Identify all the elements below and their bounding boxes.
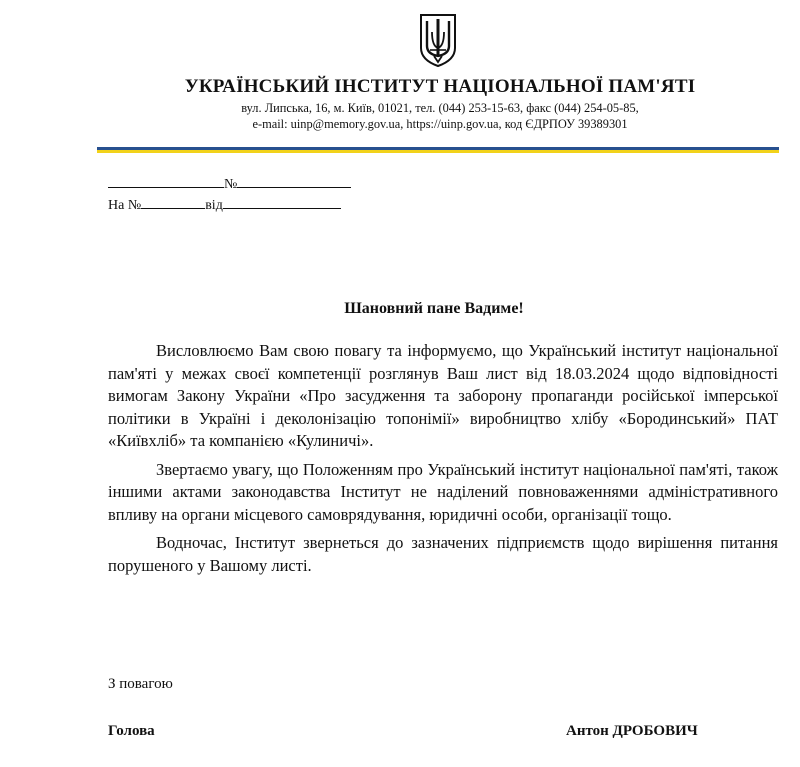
address-line-2: e-mail: uinp@memory.gov.ua, https://uinp.gov.ua, код ЄДРПОУ 39389301 (252, 116, 628, 131)
body-paragraph-1: Висловлюємо Вам свою повагу та інформуємо, що Український інститут національної пам'яті у межах своєї компетенції розглянув Ваш лист від 18.03.2024 щодо відповідності вимогам Закону України «Про засудження та заборону пропаганди російської імперської політики в Україні і деколонізацію топонімії» виробництво хлібу «Бородинський» ПАТ «Київхліб» та компанією «Кулиничі». (108, 341, 778, 450)
outgoing-number-line (108, 175, 351, 193)
header-divider (97, 147, 779, 153)
reply-number-label: На № (108, 198, 142, 213)
reply-date-blank (223, 196, 341, 209)
incoming-reference-line (108, 196, 341, 214)
number-label: № (224, 177, 238, 192)
signatory-name: Антон ДРОБОВИЧ (566, 723, 698, 739)
number-blank (237, 175, 351, 188)
address-line-1: вул. Липська, 16, м. Київ, 01021, тел. (044) 253-15-63, факс (044) 254-05-85, (241, 101, 639, 115)
date-blank (108, 175, 224, 188)
tryzub-icon (418, 12, 458, 68)
body-paragraph-2: Звертаємо увагу, що Положенням про Український інститут національної пам'яті, також іншими актами законодавства Інститут не наділений повноваженнями адміністративного впливу на органи місцевого самоврядування, юридичні особи, організації тощо. (108, 459, 778, 524)
reply-date-label: від (205, 198, 223, 213)
organization-name: УКРАЇНСЬКИЙ ІНСТИТУТ НАЦІОНАЛЬНОЇ ПАМ'ЯТІ (184, 76, 696, 97)
closing-phrase: З повагою (108, 676, 173, 692)
organization-address (168, 101, 712, 132)
signatory-position: Голова (108, 723, 155, 739)
body-paragraph-3: Водночас, Інститут звернеться до зазначених підприємств щодо вирішення питання порушеного у Вашому листі. (108, 533, 778, 575)
letter-body (108, 340, 778, 583)
reply-number-blank (141, 196, 205, 209)
salutation: Шановний пане Вадиме! (344, 300, 524, 317)
